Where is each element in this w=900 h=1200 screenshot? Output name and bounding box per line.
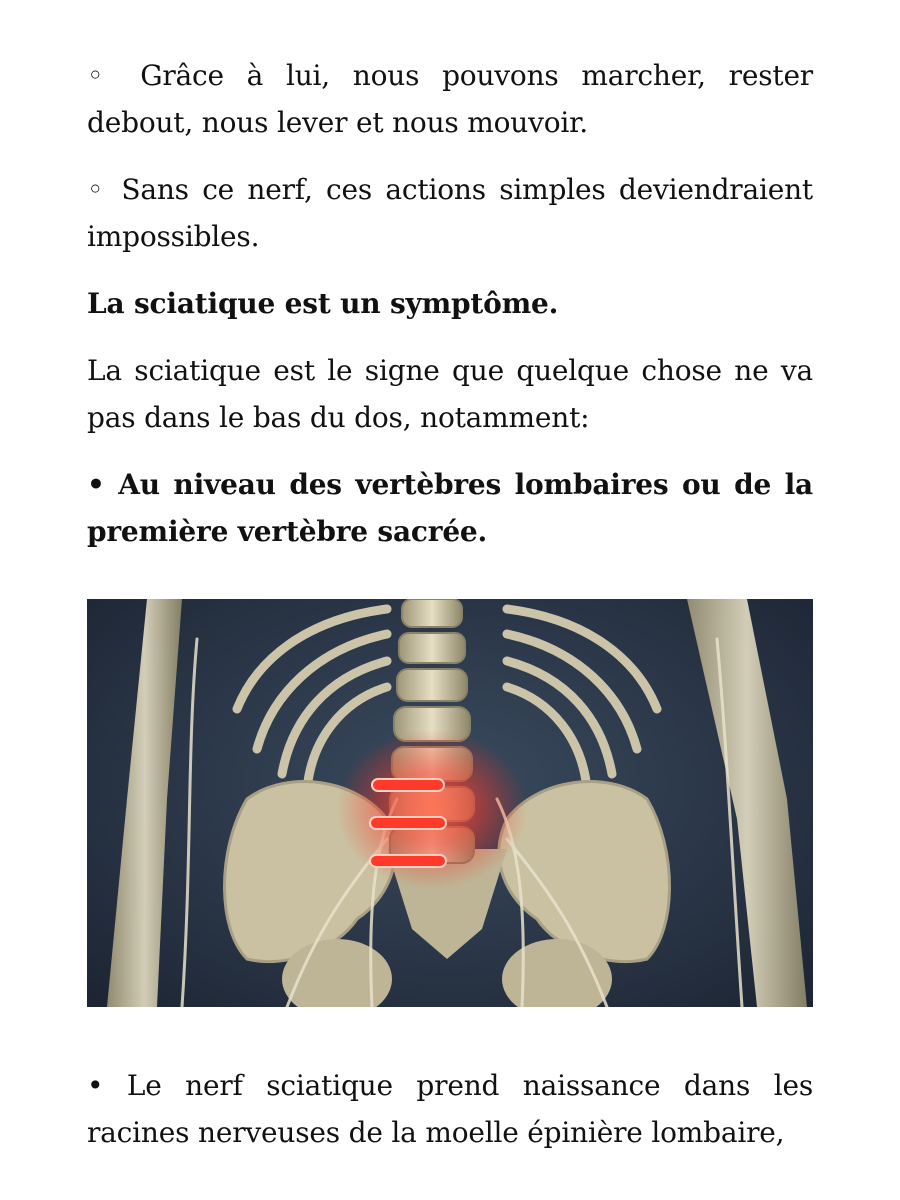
bullet-paragraph-vertebrae: • Au niveau des vertèbres lombaires ou de la première vertèbre sacrée. — [87, 468, 813, 548]
document-page-continued — [87, 1062, 813, 1156]
paragraph-sign: La sciatique est le signe que quelque chose ne va pas dans le bas du dos, notamment: — [87, 354, 813, 434]
section-heading: La sciatique est un symptôme. — [87, 287, 559, 320]
spine-illustration — [87, 599, 813, 1007]
bullet-paragraph-walking: ◦ Grâce à lui, nous pouvons marcher, rester debout, nous lever et nous mouvoir. — [87, 59, 813, 139]
bullet-paragraph-impossible: ◦ Sans ce nerf, ces actions simples deviendraient impossibles. — [87, 173, 813, 253]
document-page — [87, 52, 813, 555]
skeleton-spine-illustration-icon — [87, 599, 813, 1007]
bullet-paragraph-nerve-origin: • Le nerf sciatique prend naissance dans les racines nerveuses de la moelle épinière lombaire, — [87, 1069, 813, 1149]
